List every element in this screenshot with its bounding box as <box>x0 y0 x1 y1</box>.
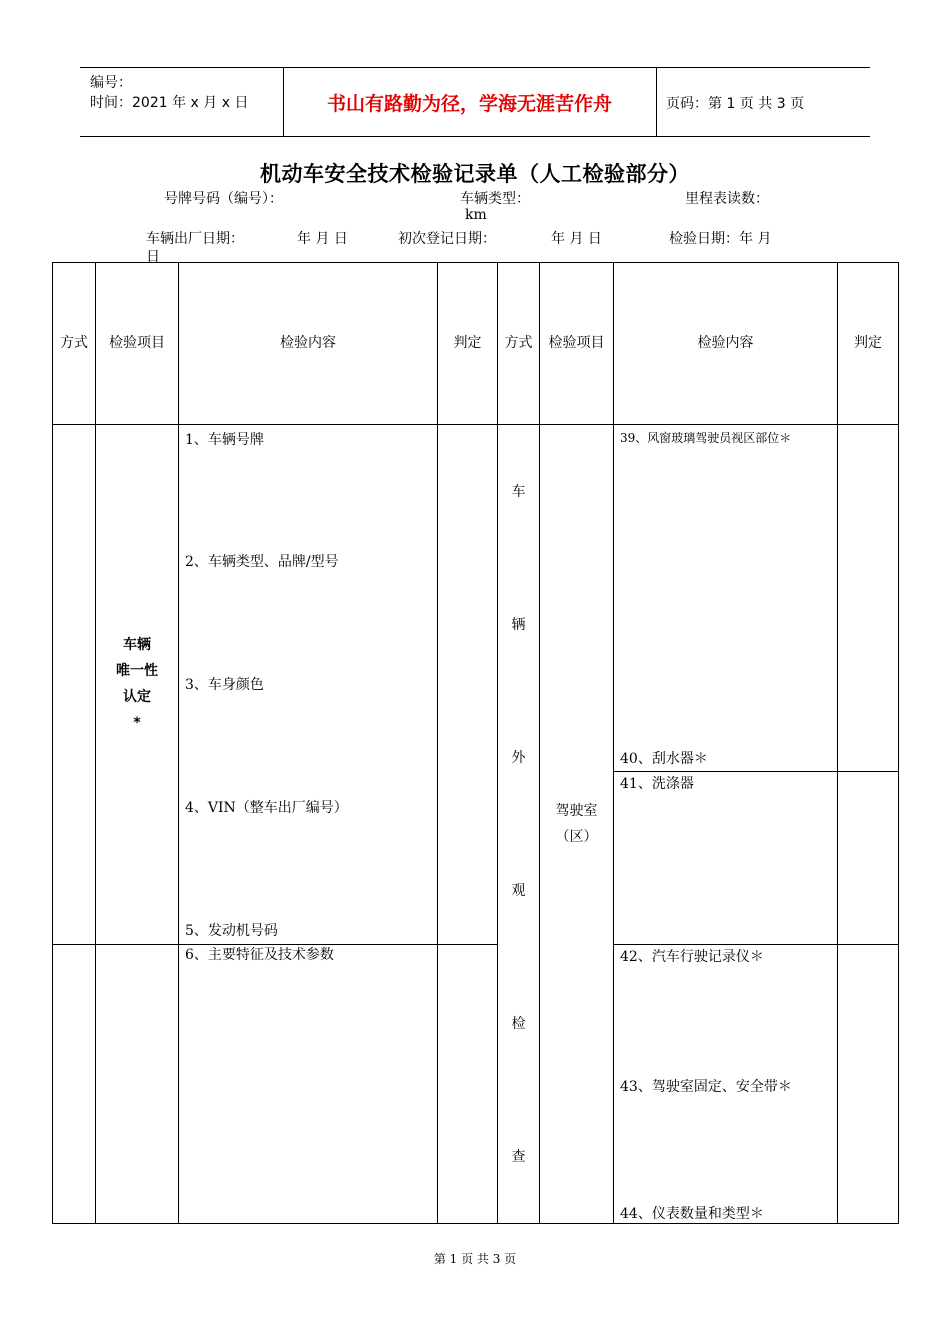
page-info: 页码：第 1 页 共 3 页 <box>666 96 805 112</box>
content-g1-last <box>179 945 438 1224</box>
table-row <box>53 424 899 771</box>
page-footer: 第 1 页 共 3 页 <box>433 1252 517 1266</box>
number-label: 编号： <box>90 75 132 91</box>
manufacture-date-label: 车辆出厂日期： <box>146 231 244 247</box>
header-item: 检验项目 <box>540 263 614 425</box>
right-way-label <box>498 424 540 1224</box>
header-judge: 判定 <box>838 263 899 425</box>
list-item: 41、洗涤器 <box>620 775 694 792</box>
plate-label: 号牌号码（编号）： <box>164 191 283 207</box>
inspection-date-label: 检验日期：年 月 <box>669 231 772 247</box>
content-vehicle-identity <box>179 424 438 945</box>
item-vehicle-identity-cont <box>96 945 179 1224</box>
vehicle-type-label: 车辆类型： <box>460 191 530 207</box>
item-cab-right <box>540 424 614 1224</box>
list-item: 44、仪表数量和类型＊ <box>620 1206 764 1222</box>
header-item: 检验项目 <box>96 263 179 425</box>
first-registration-label: 初次登记日期： <box>398 231 496 247</box>
judge-cell[interactable] <box>438 424 498 945</box>
way-char: 辆 <box>511 617 526 634</box>
header-way: 方式 <box>53 263 96 425</box>
list-item: 6、主要特征及技术参数 <box>185 947 334 964</box>
list-item: 43、驾驶室固定、安全带＊ <box>620 1079 792 1096</box>
header-content: 检验内容 <box>179 263 438 425</box>
table-row <box>53 945 899 1224</box>
header-left <box>90 73 248 113</box>
judge-cell[interactable] <box>438 945 498 1224</box>
left-way-gap <box>53 945 96 1224</box>
list-item: 1、车辆号牌 <box>185 431 264 448</box>
table-header-row <box>53 263 899 425</box>
item-label: * <box>133 715 141 732</box>
motto: 书山有路勤为径，学海无涯苦作舟 <box>326 92 612 115</box>
inspection-table <box>52 262 899 1224</box>
item-label: 认定 <box>123 689 151 706</box>
list-item: 4、VIN（整车出厂编号） <box>185 800 348 817</box>
item-label: 车辆 <box>123 637 151 654</box>
item-label: （区） <box>555 828 598 845</box>
way-char: 车 <box>511 484 526 501</box>
way-char: 外 <box>511 750 526 767</box>
page-title: 机动车安全技术检验记录单（人工检验部分） <box>260 162 690 186</box>
judge-cell[interactable] <box>838 424 899 771</box>
content-r1a <box>614 424 838 771</box>
way-char: 查 <box>511 1149 526 1166</box>
list-item: 40、刮水器＊ <box>620 750 708 767</box>
time-label: 时间：2021 年 x 月 x 日 <box>90 95 249 111</box>
way-char: 检 <box>511 1016 526 1033</box>
list-item: 42、汽车行驶记录仪＊ <box>620 949 764 966</box>
header-way: 方式 <box>498 263 540 425</box>
item-vehicle-identity <box>96 424 179 945</box>
km-unit: km <box>465 207 487 223</box>
item-label: 驾驶室 <box>555 802 598 819</box>
document-header <box>80 67 870 137</box>
list-item: 39、风窗玻璃驾驶员视区部位＊ <box>620 430 792 445</box>
inspection-date-day: 日 <box>146 249 160 265</box>
manufacture-date-ymd: 年 月 日 <box>297 231 348 247</box>
content-r1c <box>614 945 838 1224</box>
content-r1b <box>614 771 838 945</box>
list-item: 2、车辆类型、品牌/型号 <box>185 554 339 571</box>
judge-cell[interactable] <box>838 771 899 945</box>
list-item: 5、发动机号码 <box>185 923 278 940</box>
first-registration-ymd: 年 月 日 <box>551 231 602 247</box>
header-divider <box>656 68 657 136</box>
way-char: 观 <box>511 883 526 900</box>
header-content: 检验内容 <box>614 263 838 425</box>
header-judge: 判定 <box>438 263 498 425</box>
item-label: 唯一性 <box>116 663 158 680</box>
judge-cell[interactable] <box>838 945 899 1224</box>
list-item: 3、车身颜色 <box>185 677 264 694</box>
left-way-top <box>53 424 96 945</box>
odometer-label: 里程表读数： <box>685 191 769 207</box>
